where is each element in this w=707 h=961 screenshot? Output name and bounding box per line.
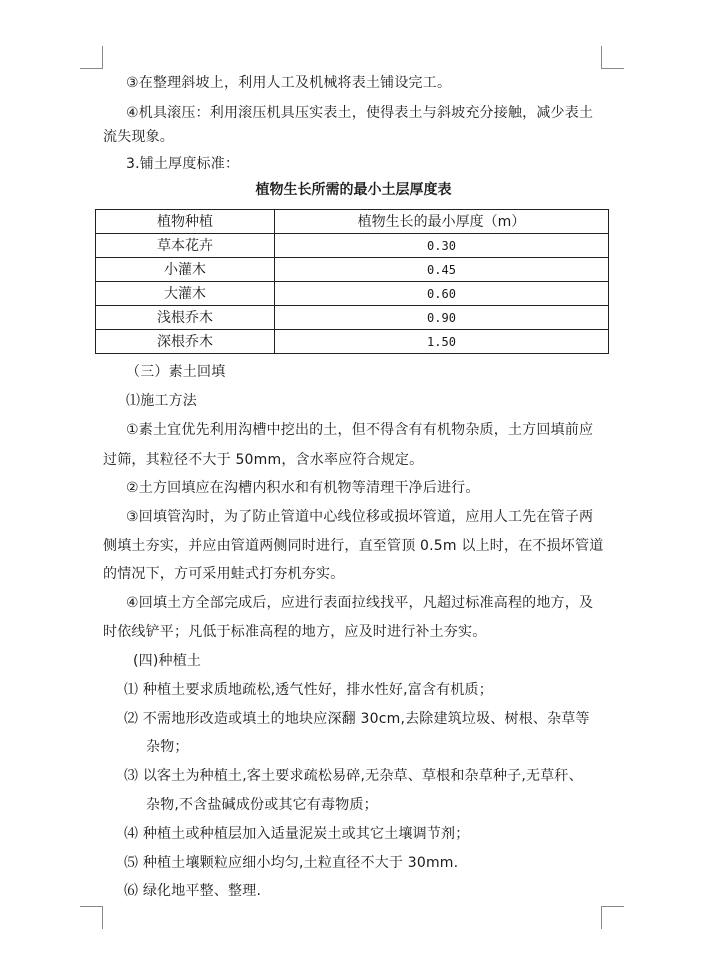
- plant-type-cell: 浅根乔木: [96, 306, 275, 330]
- table-row: [96, 330, 609, 354]
- planting-soil-item: ⑷ 种植土或种植层加入适量泥炭土或其它土壤调节剂；: [124, 826, 470, 842]
- planting-soil-item: ⑴ 种植土要求质地疏松,透气性好，排水性好,富含有机质；: [124, 682, 493, 698]
- paragraph-thickness-standard: 3.铺土厚度标准：: [126, 156, 240, 172]
- table-row: [96, 258, 609, 282]
- planting-soil-item-cont: 杂物,不含盐碱成份或其它有毒物质；: [146, 797, 378, 813]
- backfill-line: ②土方回填应在沟槽内积水和有机物等清理干净后进行。: [126, 480, 480, 496]
- plant-type-cell: 深根乔木: [96, 330, 275, 354]
- backfill-line: 过筛，其粒径不大于 50mm，含水率应符合规定。: [103, 452, 424, 468]
- plant-type-cell: 大灌木: [96, 282, 275, 306]
- crop-mark-top-left: [80, 46, 103, 69]
- backfill-line: 的情况下，方可采用蛙式打夯机夯实。: [103, 566, 345, 582]
- thickness-cell: 0.90: [275, 306, 609, 330]
- subheading-method: ⑴施工方法: [126, 393, 197, 409]
- planting-soil-item: ⑶ 以客土为种植土,客土要求疏松易碎,无杂草、草根和杂草种子,无草秆、: [124, 768, 583, 784]
- planting-soil-item: ⑵ 不需地形改造或填土的地块应深翻 30cm,去除建筑垃圾、树根、杂草等: [124, 711, 590, 727]
- backfill-line: 侧填土夯实，并应由管道两侧同时进行，直至管顶 0.5m 以上时，在不损坏管道: [103, 538, 604, 554]
- planting-soil-item-cont: 杂物；: [146, 739, 189, 755]
- backfill-line: ③回填管沟时，为了防止管道中心线位移或损坏管道，应用人工先在管子两: [126, 509, 594, 525]
- thickness-cell: 0.45: [275, 258, 609, 282]
- backfill-line: 时依线铲平；凡低于标准高程的地方，应及时进行补土夯实。: [103, 624, 487, 640]
- column-header: 植物种植: [96, 210, 275, 234]
- column-header: 植物生长的最小厚度（m）: [275, 210, 609, 234]
- crop-mark-top-right: [601, 46, 624, 69]
- plant-type-cell: 小灌木: [96, 258, 275, 282]
- backfill-line: ④回填土方全部完成后，应进行表面拉线找平，凡超过标准高程的地方，及: [126, 595, 594, 611]
- paragraph-rolling: ④机具滚压：利用滚压机具压实表土，使得表土与斜坡充分接触，减少表土: [126, 105, 594, 121]
- planting-soil-item: ⑹ 绿化地平整、整理.: [124, 883, 262, 899]
- thickness-cell: 0.30: [275, 234, 609, 258]
- crop-mark-bottom-right: [601, 906, 624, 929]
- backfill-line: ①素土宜优先利用沟槽中挖出的土，但不得含有有机物杂质，土方回填前应: [126, 422, 594, 438]
- table-row: [96, 234, 609, 258]
- soil-thickness-table: [95, 209, 609, 354]
- paragraph-slope-finish: ③在整理斜坡上，利用人工及机械将表土铺设完工。: [126, 75, 452, 91]
- thickness-cell: 0.60: [275, 282, 609, 306]
- table-row: [96, 282, 609, 306]
- crop-mark-bottom-left: [80, 906, 103, 929]
- section-heading-planting-soil: (四)种植土: [133, 653, 202, 669]
- table-row: [96, 306, 609, 330]
- thickness-cell: 1.50: [275, 330, 609, 354]
- section-heading-backfill: （三）素土回填: [126, 364, 226, 380]
- table-header-row: [96, 210, 609, 234]
- plant-type-cell: 草本花卉: [96, 234, 275, 258]
- paragraph-rolling-cont: 流失现象。: [103, 129, 174, 145]
- planting-soil-item: ⑸ 种植土壤颗粒应细小均匀,土粒直径不大于 30mm.: [124, 855, 459, 871]
- table-title: 植物生长所需的最小土层厚度表: [255, 182, 452, 198]
